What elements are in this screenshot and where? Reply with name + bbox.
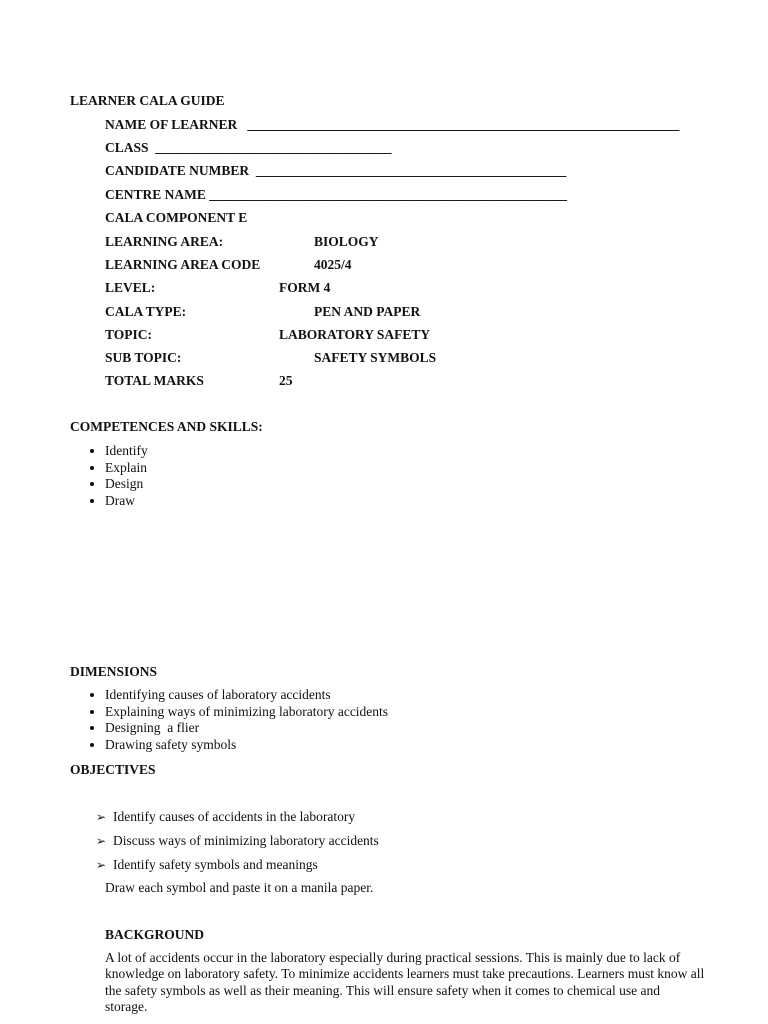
info-value: 4025/4: [314, 257, 352, 272]
dimensions-heading: DIMENSIONS: [70, 664, 158, 679]
page-title: LEARNER CALA GUIDE: [70, 93, 225, 108]
list-item: • Identify: [105, 443, 148, 460]
centre-name-field: [105, 187, 567, 203]
background-heading: BACKGROUND: [105, 927, 205, 942]
name-of-learner-line: ________________________________________________________________: [247, 117, 680, 132]
background-paragraph: A lot of accidents occur in the laboratory especially during practical sessions. This is mainly due to lack of knowledge on laboratory safety. To minimize accidents learners must take precautions. Learners must know all the safety symbols as well as their meaning. This will ensure safety when it comes to chemical use and storage.: [105, 950, 705, 1014]
list-item: • Drawing safety symbols: [105, 737, 388, 754]
objective-item: [96, 809, 355, 825]
name-of-learner-label: NAME OF LEARNER: [105, 117, 238, 132]
candidate-number-label: CANDIDATE NUMBER: [105, 163, 250, 178]
candidate-number-field: [105, 163, 566, 179]
cala-component: CALA COMPONENT E: [105, 210, 248, 225]
info-label: SUB TOPIC:: [105, 350, 182, 365]
arrow-bullet-icon: ➢: [96, 858, 107, 872]
arrow-bullet-icon: ➢: [96, 810, 107, 824]
centre-name-line: _____________________________________________________: [209, 187, 568, 202]
list-item: • Identifying causes of laboratory accidents: [105, 687, 388, 704]
centre-name-label: CENTRE NAME: [105, 187, 206, 202]
info-label: TOPIC:: [105, 327, 153, 342]
list-item: • Designing a flier: [105, 720, 388, 737]
objectives-heading: OBJECTIVES: [70, 762, 156, 777]
info-label: TOTAL MARKS: [105, 373, 204, 388]
info-value: PEN AND PAPER: [314, 304, 421, 319]
info-value: SAFETY SYMBOLS: [314, 350, 437, 365]
info-label: LEARNING AREA CODE: [105, 257, 261, 272]
info-label: LEVEL:: [105, 280, 156, 295]
info-value: LABORATORY SAFETY: [279, 327, 431, 342]
objective-item: [96, 857, 318, 873]
list-item: • Explaining ways of minimizing laboratory accidents: [105, 704, 388, 721]
objective-text: Identify causes of accidents in the laboratory: [113, 809, 356, 824]
info-value: FORM 4: [279, 280, 331, 295]
competences-list: [70, 443, 148, 510]
candidate-number-line: ______________________________________________: [255, 163, 567, 178]
list-item: • Design: [105, 476, 148, 493]
objective-text: Discuss ways of minimizing laboratory accidents: [113, 833, 379, 848]
objectives-instruction: Draw each symbol and paste it on a manila paper.: [105, 880, 374, 895]
class-field: [105, 140, 392, 156]
list-item: • Explain: [105, 460, 148, 477]
competences-heading: COMPETENCES AND SKILLS:: [70, 419, 263, 434]
info-value: BIOLOGY: [314, 234, 379, 249]
info-value: 25: [279, 373, 293, 388]
list-item: • Draw: [105, 493, 148, 510]
class-line: ___________________________________: [155, 140, 392, 155]
name-of-learner-field: [105, 117, 679, 133]
info-label: CALA TYPE:: [105, 304, 187, 319]
info-label: LEARNING AREA:: [105, 234, 224, 249]
arrow-bullet-icon: ➢: [96, 834, 107, 848]
objective-item: [96, 833, 379, 849]
objective-text: Identify safety symbols and meanings: [113, 857, 318, 872]
class-label: CLASS: [105, 140, 149, 155]
dimensions-list: [70, 687, 388, 754]
